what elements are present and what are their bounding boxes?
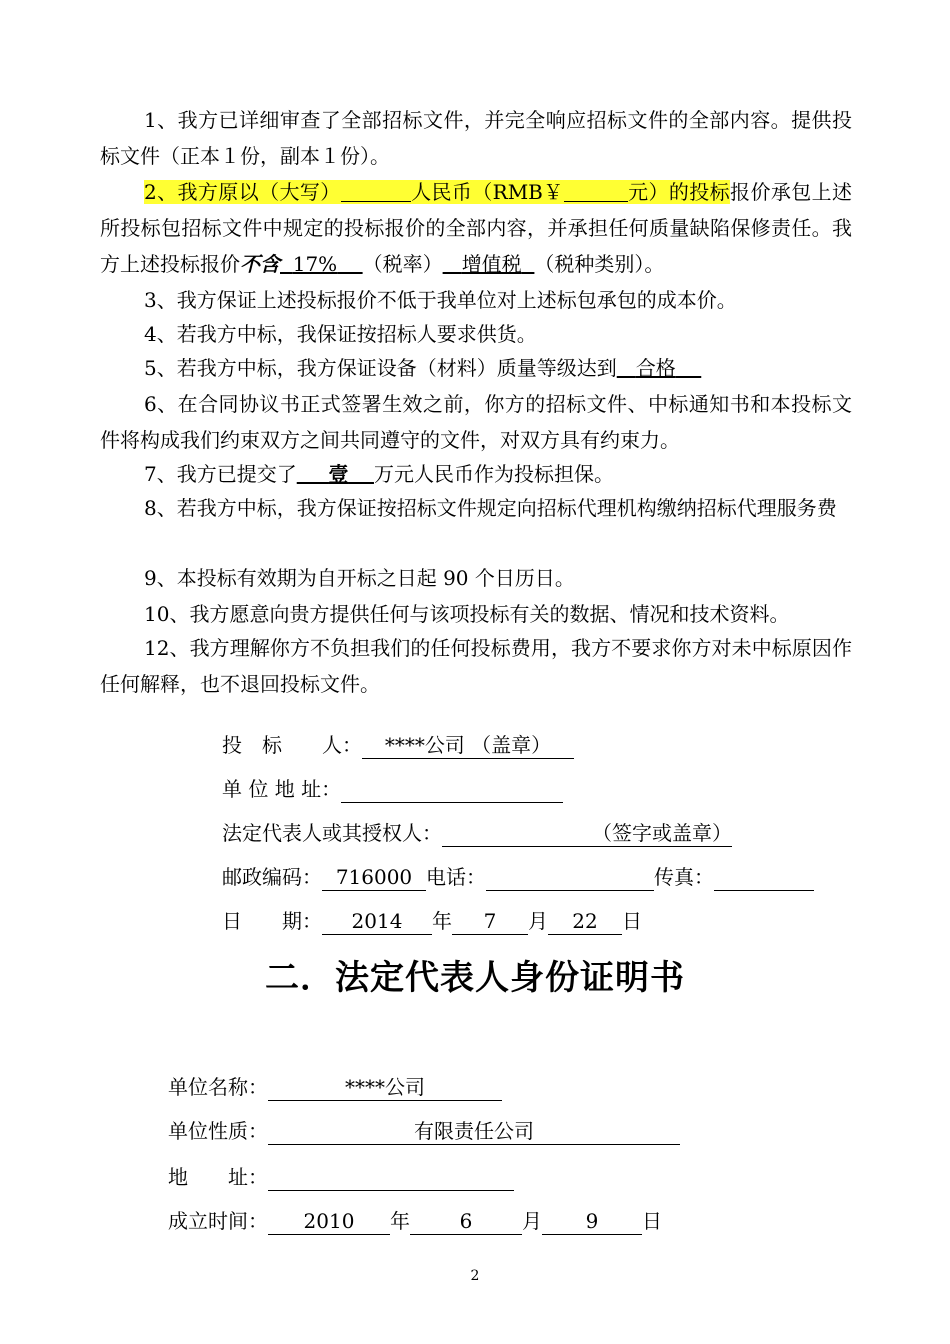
clause-4-text: 4、若我方中标，我保证按招标人要求供货。: [144, 322, 537, 346]
rep-value: （签字或盖章）: [442, 820, 732, 847]
quality-grade-field: [617, 356, 702, 380]
clause-2-text-f: （税种类别）。: [534, 252, 665, 276]
date-day: 22: [548, 908, 622, 935]
company-address-row: [168, 1162, 514, 1192]
clause-10-text: 10、我方愿意向贵方提供任何与该项投标有关的数据、情况和技术资料。: [144, 602, 790, 626]
tax-type-field: [443, 252, 535, 276]
clause-2-highlight: [144, 180, 730, 204]
clause-2-text-b: 人民币（RMB￥: [410, 180, 564, 204]
company-name-row: [168, 1072, 502, 1102]
date-month: 7: [452, 908, 528, 935]
bidder-row: [222, 730, 574, 760]
founded-year-unit: 年: [390, 1209, 410, 1233]
postcode-label: 邮政编码：: [222, 865, 322, 889]
phone-label: 电话：: [426, 865, 486, 889]
clause-2-text-e: （税率）: [362, 252, 443, 276]
postcode-value: 716000: [322, 864, 426, 891]
address-row: [222, 774, 563, 804]
clause-3-text: 3、我方保证上述投标报价不低于我单位对上述标包承包的成本价。: [144, 288, 737, 312]
date-label: 日 期：: [222, 909, 322, 933]
clause-12: [100, 630, 852, 702]
clause-1: [100, 102, 852, 174]
clause-1-text: 1、我方已详细审查了全部招标文件，并完全响应招标文件的全部内容。提供投标文件（正本１份，副本１份）。: [100, 108, 852, 168]
contact-row: [222, 862, 814, 892]
founded-day: 9: [542, 1208, 642, 1235]
address-blank: [341, 776, 563, 803]
day-unit: 日: [622, 909, 642, 933]
founded-year: 2010: [268, 1208, 390, 1235]
clause-9: [100, 560, 852, 596]
fax-blank: [714, 864, 814, 891]
address-label: 单 位 地 址：: [222, 777, 342, 801]
company-address-blank: [268, 1164, 514, 1191]
clause-5: [100, 350, 852, 386]
amount-figures-blank: [564, 179, 628, 202]
rep-label: 法定代表人或其授权人：: [222, 821, 442, 845]
clause-8: [100, 490, 852, 526]
section-title: 二．法定代表人身份证明书: [265, 958, 685, 998]
month-unit: 月: [528, 909, 548, 933]
bidder-label: 投 标 人：: [222, 733, 362, 757]
clause-7-text-b: 万元人民币作为投标担保。: [373, 462, 614, 486]
clause-6: [100, 386, 852, 458]
company-nature-label: 单位性质：: [168, 1119, 268, 1143]
clause-4: [100, 316, 852, 352]
company-nature-row: [168, 1116, 680, 1146]
clause-2-text-c: 元）的投标: [627, 180, 731, 204]
clause-7-text-a: 7、我方已提交了: [144, 462, 297, 486]
clause-7: [100, 456, 852, 492]
guarantee-amount-field: [297, 462, 374, 486]
phone-blank: [486, 864, 654, 891]
founded-label: 成立时间：: [168, 1209, 268, 1233]
tax-rate-value: 17%: [292, 252, 338, 276]
company-address-label: 地 址：: [168, 1165, 268, 1189]
date-year: 2014: [322, 908, 432, 935]
founded-month-unit: 月: [522, 1209, 542, 1233]
amount-words-blank: [341, 179, 411, 202]
clause-10: [100, 596, 852, 632]
quality-grade-value: 合格: [635, 356, 676, 380]
founded-day-unit: 日: [642, 1209, 662, 1233]
clause-6-text: 6、在合同协议书正式签署生效之前，你方的招标文件、中标通知书和本投标文件将构成我们约束双方之间共同遵守的文件，对双方具有约束力。: [100, 392, 852, 452]
rep-row: [222, 818, 732, 848]
founded-row: [168, 1206, 662, 1236]
guarantee-amount-value: 壹: [328, 462, 349, 486]
founded-month: 6: [410, 1208, 522, 1235]
clause-2-text-d: 报价承包上述所投标包招标文件中规定的投标报价的全部内容，并承担任何质量缺陷保修责任。我方上述投标报价: [100, 180, 853, 276]
bidder-value: ****公司 （盖章）: [362, 732, 574, 759]
clause-3: [100, 282, 852, 318]
clause-5-text: 5、若我方中标，我方保证设备（材料）质量等级达到: [144, 356, 617, 380]
excluding-tax-emphasis: 不含: [240, 252, 280, 276]
tax-rate-field: [280, 252, 363, 276]
clause-8-text: 8、若我方中标，我方保证按招标文件规定向招标代理机构缴纳招标代理服务费: [144, 496, 837, 520]
company-name-label: 单位名称：: [168, 1075, 268, 1099]
company-nature-value: 有限责任公司: [268, 1118, 680, 1145]
clause-12-text: 12、我方理解你方不负担我们的任何投标费用，我方不要求你方对未中标原因作任何解释，也不退回投标文件。: [100, 636, 852, 696]
year-unit: 年: [432, 909, 452, 933]
clause-2: [100, 174, 852, 282]
company-name-value: ****公司: [268, 1074, 502, 1101]
clause-9-text: 9、本投标有效期为自开标之日起 90 个日历日。: [144, 566, 575, 590]
tax-type-value: 增值税: [461, 252, 522, 276]
clause-2-text-a: 2、我方原以（大写）: [144, 180, 341, 204]
fax-label: 传真：: [654, 865, 714, 889]
date-row: [222, 906, 642, 936]
page-number: 2: [470, 1268, 480, 1284]
